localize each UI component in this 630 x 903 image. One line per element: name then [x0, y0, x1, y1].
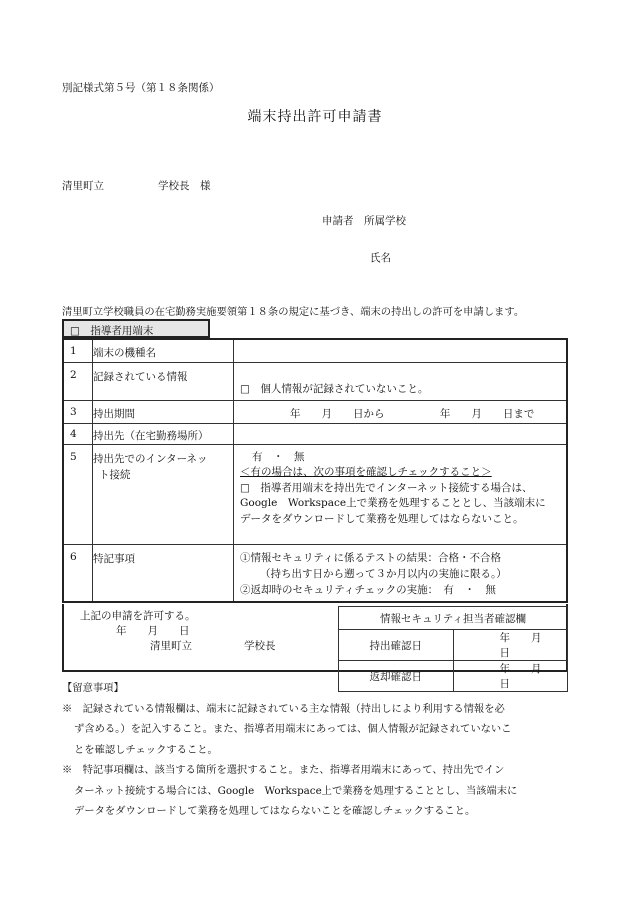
security-test-note: （持ち出す日から遡って３か月以内の実施に限る。）	[260, 567, 507, 580]
row-number: 1	[63, 339, 93, 362]
internet-check-line3: データをダウンロードして業務を処理してはならないこと。	[240, 512, 524, 525]
internet-field	[234, 444, 568, 544]
table-row	[63, 423, 567, 444]
item-recorded-info: 記録されている情報	[93, 362, 234, 400]
notes-section	[62, 678, 582, 822]
page-title: 端末持出許可申請書	[247, 109, 383, 125]
approval-school: 清里町立	[150, 640, 192, 652]
table-row	[339, 607, 568, 630]
row-number: 6	[63, 544, 93, 602]
security-test-result[interactable]: ①情報セキュリティに係るテストの結果：合格・不合格	[240, 551, 502, 564]
period-from: 年 月 日から	[290, 407, 385, 420]
notes-heading: 【留意事項】	[62, 682, 124, 694]
row-number: 4	[63, 423, 93, 444]
destination-field[interactable]	[234, 423, 568, 444]
approval-text: 上記の申請を許可する。	[80, 610, 196, 622]
security-check-header: 情報セキュリティ担当者確認欄	[339, 607, 568, 630]
table-row	[63, 444, 567, 544]
return-date-field[interactable]: 年 月 日	[453, 661, 568, 692]
return-date-label: 返却確認日	[339, 661, 454, 692]
note-2-line2: ターネット接続する場合には、Google Workspace上で業務を処理することとし、当該端末に	[74, 784, 518, 797]
item-period: 持出期間	[93, 400, 234, 423]
item-special-notes: 特記事項	[93, 544, 234, 602]
checkout-date-label: 持出確認日	[339, 630, 454, 661]
item-destination: 持出先（在宅勤務場所）	[93, 423, 234, 444]
table-row	[63, 544, 567, 602]
note-1-line2: ず含める。）を記入すること。また、指導者用端末にあっては、個人情報が記録されていないこ	[74, 723, 512, 735]
internet-check-line2: Google Workspace上で業務を処理することとし、当該端末に	[240, 497, 546, 509]
internet-checkbox[interactable]: □ 指導者用端末を持出先でインターネット接続する場合は、	[240, 481, 533, 494]
table-row	[63, 400, 567, 423]
applicant-school-label: 申請者 所属学校	[322, 215, 406, 227]
device-model-field[interactable]	[234, 339, 568, 362]
row-number: 5	[63, 444, 93, 544]
addressee-principal: 学校長 様	[158, 180, 211, 192]
personal-info-checkbox[interactable]: □ 個人情報が記録されていないこと。	[234, 362, 568, 400]
item-internet	[93, 444, 234, 544]
item-device-model: 端末の機種名	[93, 339, 234, 362]
device-category-label: □ 指導者用端末	[70, 325, 154, 337]
device-category-box[interactable]	[62, 319, 210, 338]
applicant-name-label: 氏名	[370, 252, 391, 264]
addressee-school: 清里町立	[62, 180, 104, 192]
application-table	[62, 338, 568, 603]
period-to: 年 月 日まで	[439, 407, 535, 420]
note-2: ※ 特記事項欄は、該当する箇所を選択すること。また、指導者用端末にあって、持出先でイン	[62, 764, 505, 776]
checkout-date-field[interactable]: 年 月 日	[453, 630, 568, 661]
application-statement: 清里町立学校職員の在宅勤務実施要領第１８条の規定に基づき、端末の持出しの許可を申請します。	[62, 306, 525, 318]
note-1: ※ 記録されている情報欄は、端末に記録されている主な情報（持出しにより利用する情報を必	[62, 702, 505, 715]
return-check-yes-no[interactable]: ②返却時のセキュリティチェックの実施： 有 ・ 無	[240, 583, 496, 596]
item-internet-line1: 持出先でのインターネッ	[93, 452, 208, 465]
row-number: 3	[63, 400, 93, 423]
special-notes-field	[234, 544, 568, 602]
note-2-line3: データをダウンロードして業務を処理してはならないことを確認しチェックすること。	[74, 805, 476, 817]
form-number: 別記様式第５号（第１８条関係）	[62, 82, 220, 94]
approval-principal: 学校長	[244, 640, 276, 652]
internet-instruction: ＜有の場合は、次の事項を確認しチェックすること＞	[240, 466, 492, 478]
row-number: 2	[63, 362, 93, 400]
note-1-line3: とを確認しチェックすること。	[74, 743, 218, 756]
internet-yes-no[interactable]: 有 ・ 無	[252, 450, 305, 463]
approval-date[interactable]: 年 月 日	[116, 625, 190, 637]
table-row	[339, 630, 568, 661]
item-internet-line2: ト接続	[99, 468, 131, 481]
period-field[interactable]	[234, 400, 568, 423]
table-row	[63, 339, 567, 362]
table-row	[63, 362, 567, 400]
